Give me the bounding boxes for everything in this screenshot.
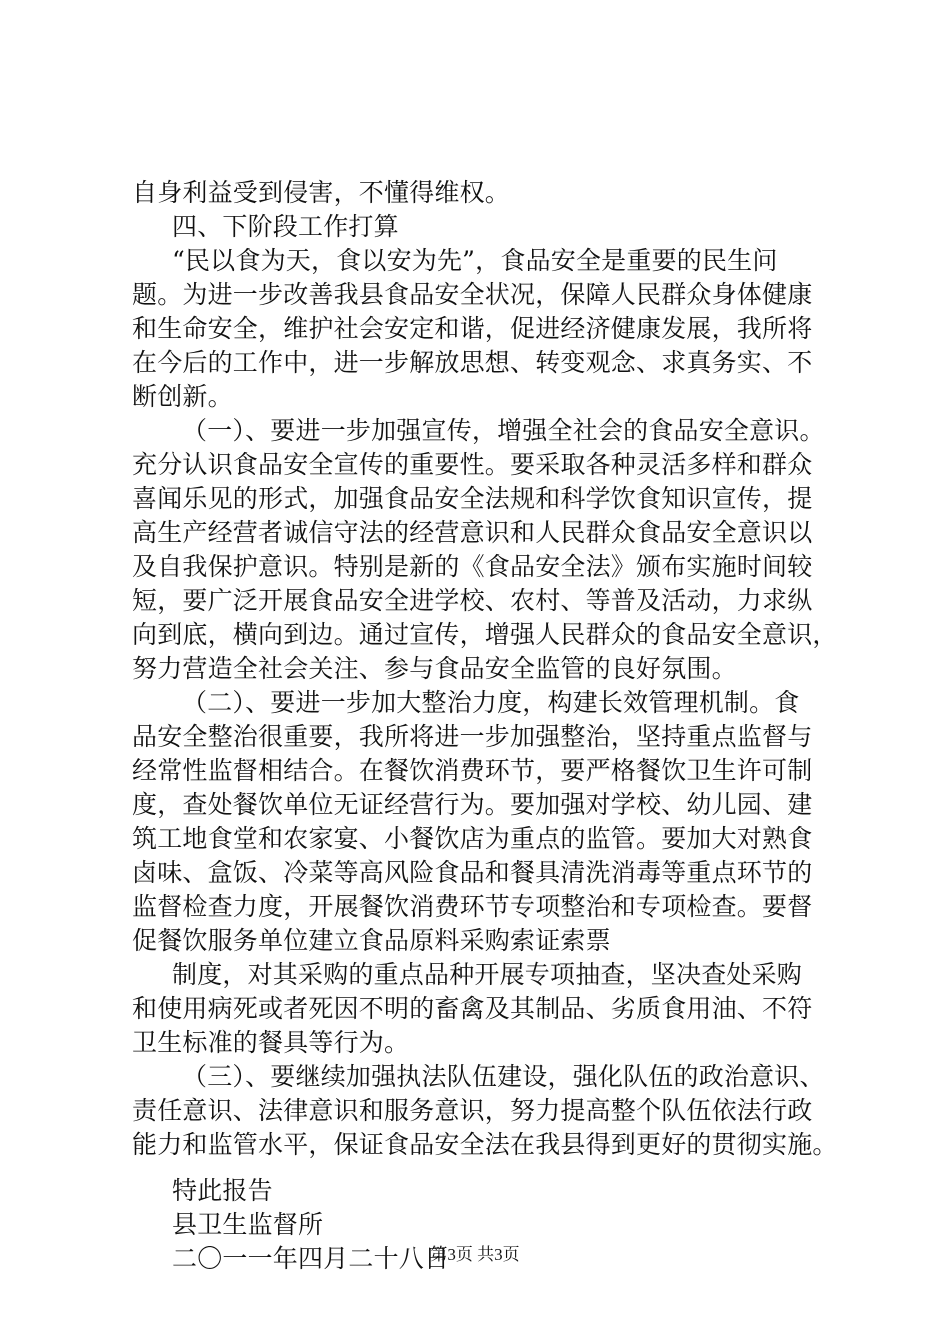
subsection-heading: （三）、要继续加强执法队伍建设，强化队伍的政治意识、 <box>182 1062 825 1091</box>
body-line: 和生命安全，维护社会安定和谐，促进经济健康发展，我所将 <box>132 314 813 343</box>
section-heading: 四、下阶段工作打算 <box>172 212 399 241</box>
body-line: 短，要广泛开展食品安全进学校、农村、等普及活动，力求纵 <box>132 586 813 615</box>
body-line: 品安全整治很重要，我所将进一步加强整治，坚持重点监督与 <box>132 722 813 751</box>
subsection-heading: （二）、要进一步加大整治力度，构建长效管理机制。食 <box>182 688 800 717</box>
closing-report: 特此报告 <box>172 1176 273 1205</box>
body-line: 及自我保护意识。特别是新的《食品安全法》颁布实施时间较 <box>132 552 813 581</box>
body-line: 自身利益受到侵害，不懂得维权。 <box>132 178 511 207</box>
body-line: 监督检查力度，开展餐饮消费环节专项整治和专项检查。要督 <box>132 892 813 921</box>
body-line: 促餐饮服务单位建立食品原料采购索证索票 <box>132 926 611 955</box>
body-line: 题。为进一步改善我县食品安全状况，保障人民群众身体健康 <box>132 280 813 309</box>
closing-signature: 县卫生监督所 <box>172 1210 324 1239</box>
body-line: 责任意识、法律意识和服务意识，努力提高整个队伍依法行政 <box>132 1096 813 1125</box>
body-line: 筑工地食堂和农家宴、小餐饮店为重点的监管。要加大对熟食 <box>132 824 813 853</box>
body-line: 高生产经营者诚信守法的经营意识和人民群众食品安全意识以 <box>132 518 813 547</box>
body-line: 断创新。 <box>132 382 233 411</box>
body-line: 向到底，横向到边。通过宣传，增强人民群众的食品安全意识， <box>132 620 838 649</box>
page-number: 第3页 共3页 <box>430 1245 520 1264</box>
body-line: 和使用病死或者死因不明的畜禽及其制品、劣质食用油、不符 <box>132 994 813 1023</box>
subsection-heading: （一）、要进一步加强宣传，增强全社会的食品安全意识。 <box>182 416 825 445</box>
body-line: 度，查处餐饮单位无证经营行为。要加强对学校、幼儿园、建 <box>132 790 813 819</box>
body-line: 充分认识食品安全宣传的重要性。要采取各种灵活多样和群众 <box>132 450 813 479</box>
body-line: 能力和监管水平，保证食品安全法在我县得到更好的贯彻实施。 <box>132 1130 838 1159</box>
body-line: 经常性监督相结合。在餐饮消费环节，要严格餐饮卫生许可制 <box>132 756 813 785</box>
body-line: 卤味、盒饭、冷菜等高风险食品和餐具清洗消毒等重点环节的 <box>132 858 813 887</box>
body-line: 制度，对其采购的重点品种开展专项抽查，坚决查处采购 <box>172 960 803 989</box>
body-line: “民以食为天，食以安为先”，食品安全是重要的民生问 <box>172 246 778 275</box>
body-line: 喜闻乐见的形式，加强食品安全法规和科学饮食知识宣传，提 <box>132 484 813 513</box>
body-line: 卫生标准的餐具等行为。 <box>132 1028 410 1057</box>
body-line: 努力营造全社会关注、参与食品安全监管的良好氛围。 <box>132 654 737 683</box>
closing-date: 二〇一一年四月二十八日 <box>172 1244 450 1273</box>
body-line: 在今后的工作中，进一步解放思想、转变观念、求真务实、不 <box>132 348 813 377</box>
